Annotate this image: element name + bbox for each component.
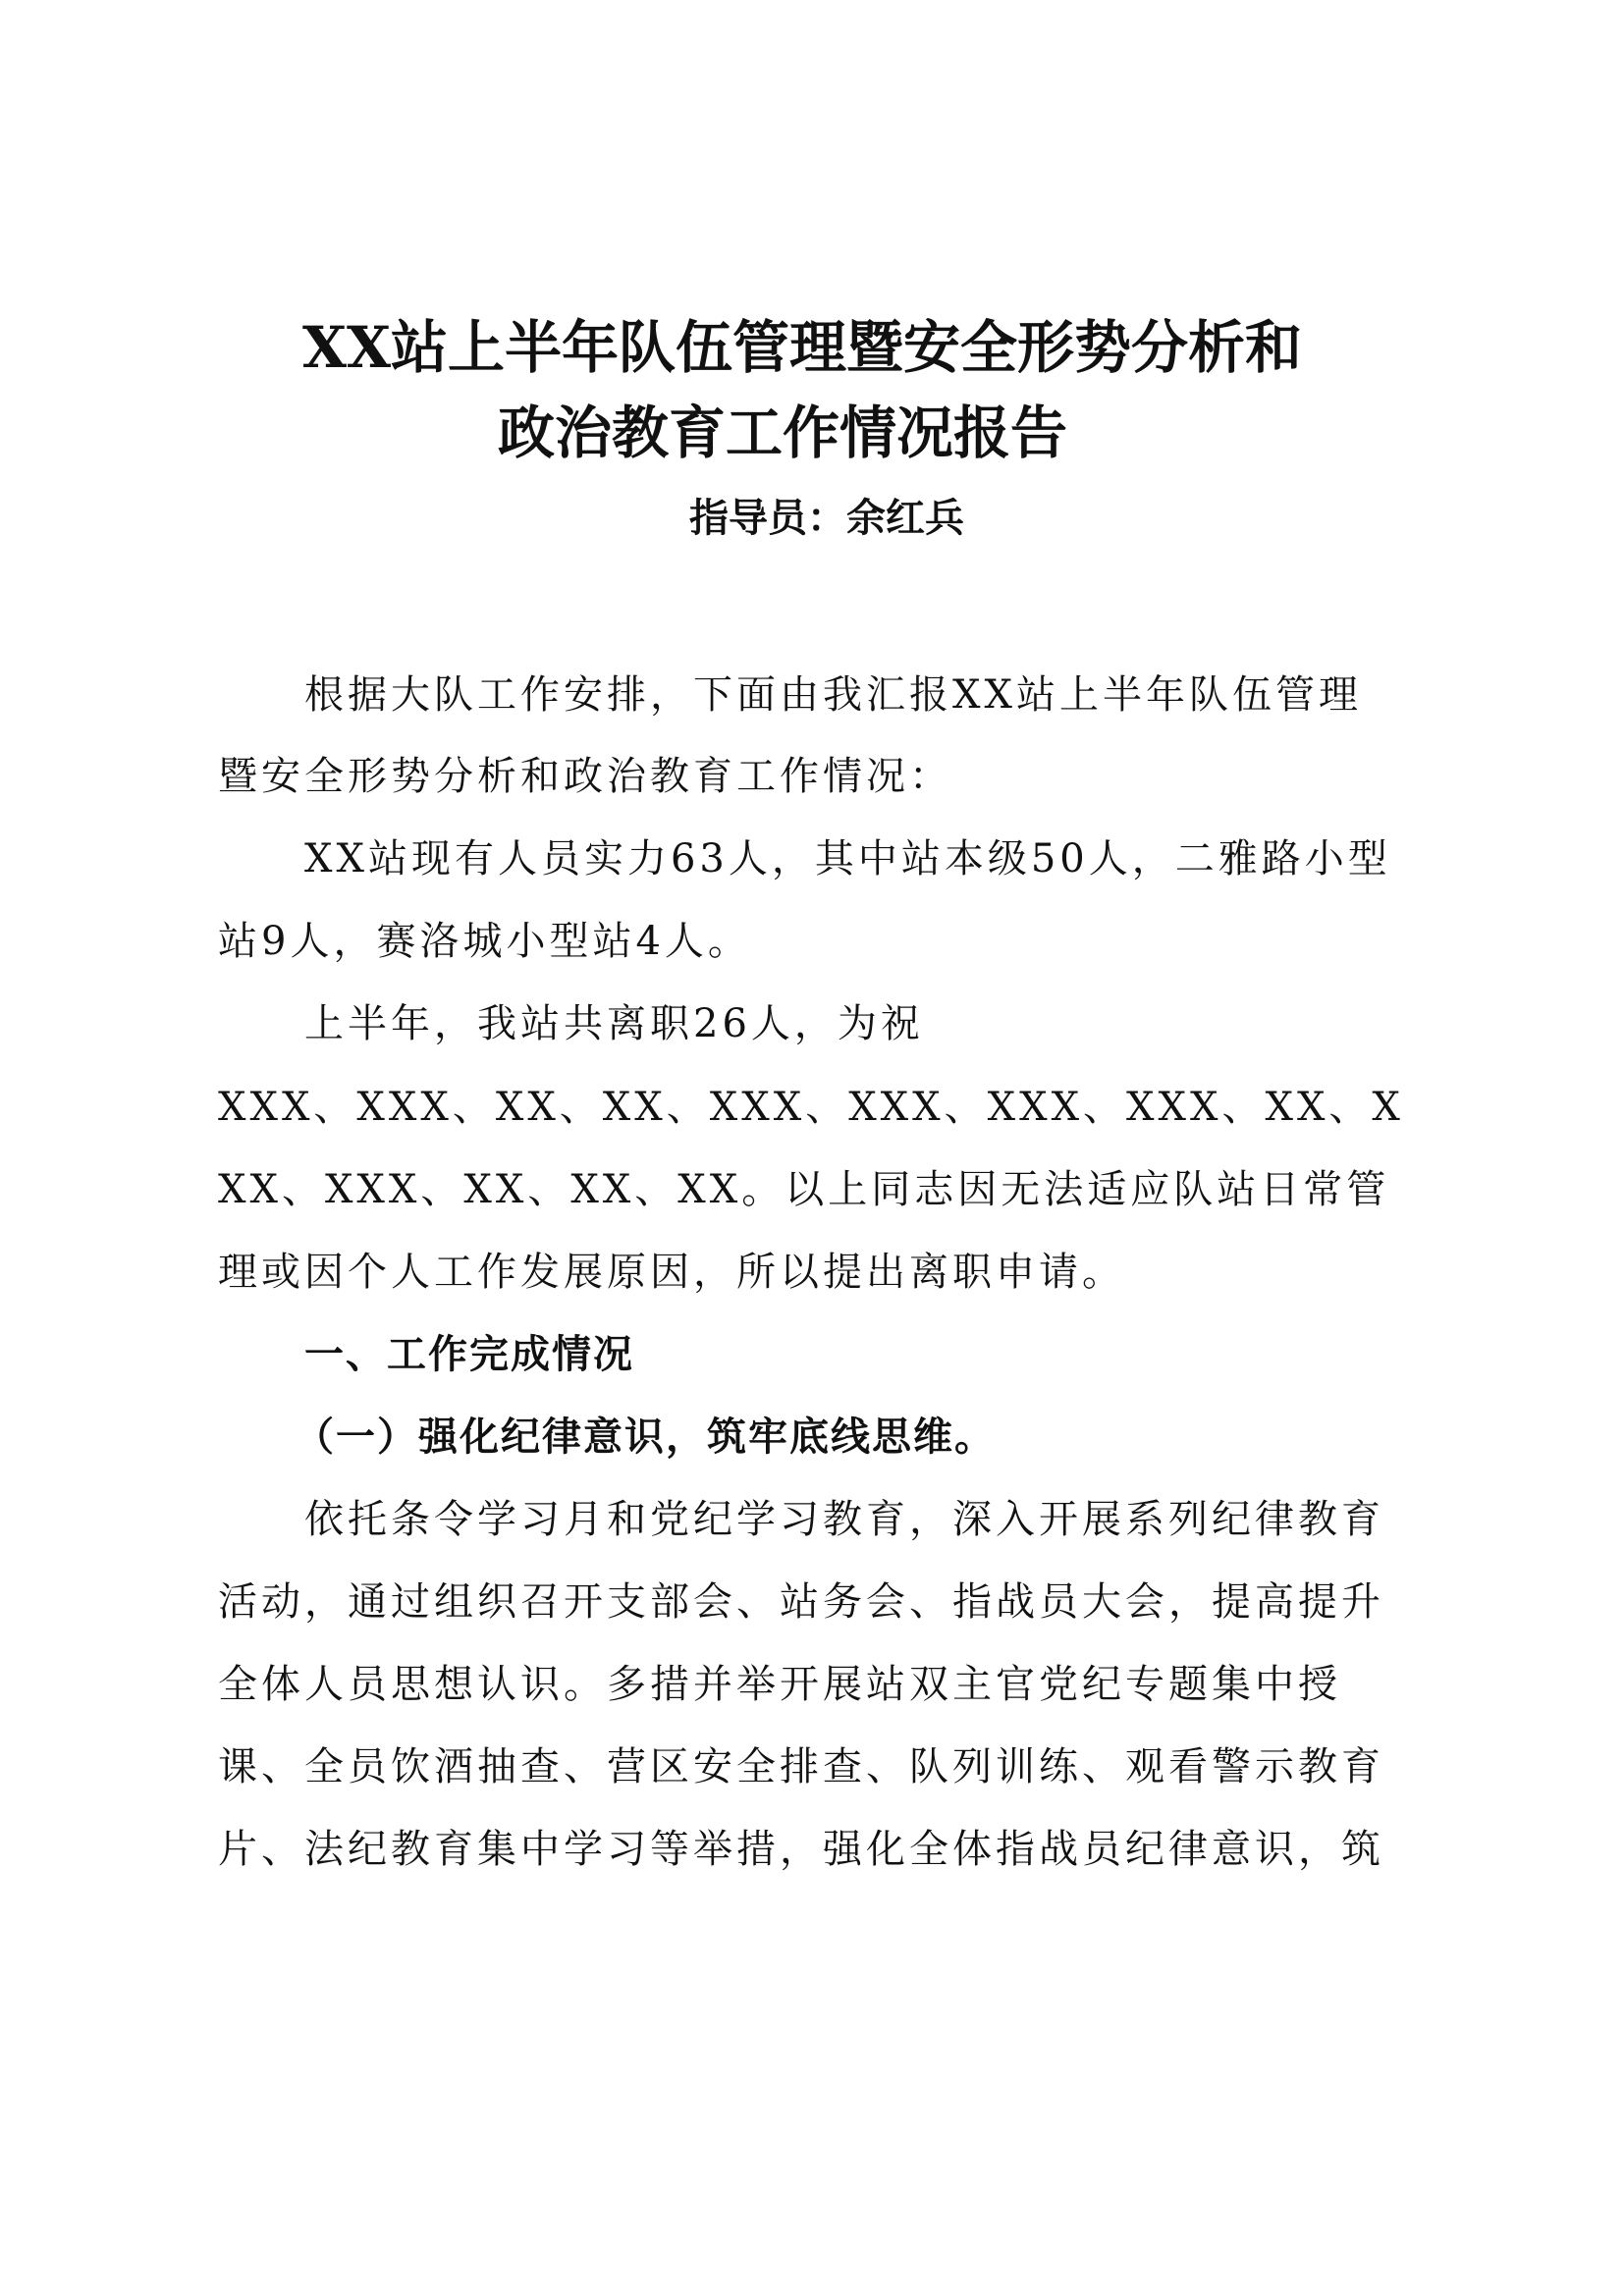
body-line: XXX、XXX、XX、XX、XXX、XXX、XXX、XXX、XX、X xyxy=(218,1085,1404,1130)
body-line: 理或因个人工作发展原因，所以提出离职申请。 xyxy=(218,1250,1125,1295)
body-line: 根据大队工作安排，下面由我汇报XX站上半年队伍管理 xyxy=(304,672,1362,718)
document-author: 指导员：余红兵 xyxy=(689,496,964,541)
body-line: 课、全员饮酒抽查、营区安全排查、队列训练、观看警示教育 xyxy=(218,1744,1384,1789)
body-line: 全体人员思想认识。多措并举开展站双主官党纪专题集中授 xyxy=(218,1662,1341,1707)
body-line: 依托条令学习月和党纪学习教育，深入开展系列纪律教育 xyxy=(304,1497,1384,1542)
section-heading: 一、工作完成情况 xyxy=(304,1332,634,1377)
subsection-heading: （一）强化纪律意识，筑牢底线思维。 xyxy=(295,1414,996,1460)
document-title-line-2: 政治教育工作情况报告 xyxy=(497,400,1067,466)
document-title-line-1: XX站上半年队伍管理暨安全形势分析和 xyxy=(301,314,1302,381)
body-line: 站9人，赛洛城小型站4人。 xyxy=(218,919,751,964)
body-line: 上半年，我站共离职26人，为祝 xyxy=(304,1001,924,1046)
body-line: 片、法纪教育集中学习等举措，强化全体指战员纪律意识，筑 xyxy=(218,1827,1384,1872)
body-line: 暨安全形势分析和政治教育工作情况： xyxy=(218,754,952,799)
body-line: 活动，通过组织召开支部会、站务会、指战员大会，提高提升 xyxy=(218,1579,1384,1625)
body-line: XX站现有人员实力63人，其中站本级50人，二雅路小型 xyxy=(304,836,1391,881)
body-line: XX、XXX、XX、XX、XX。以上同志因无法适应队站日常管 xyxy=(218,1167,1390,1212)
